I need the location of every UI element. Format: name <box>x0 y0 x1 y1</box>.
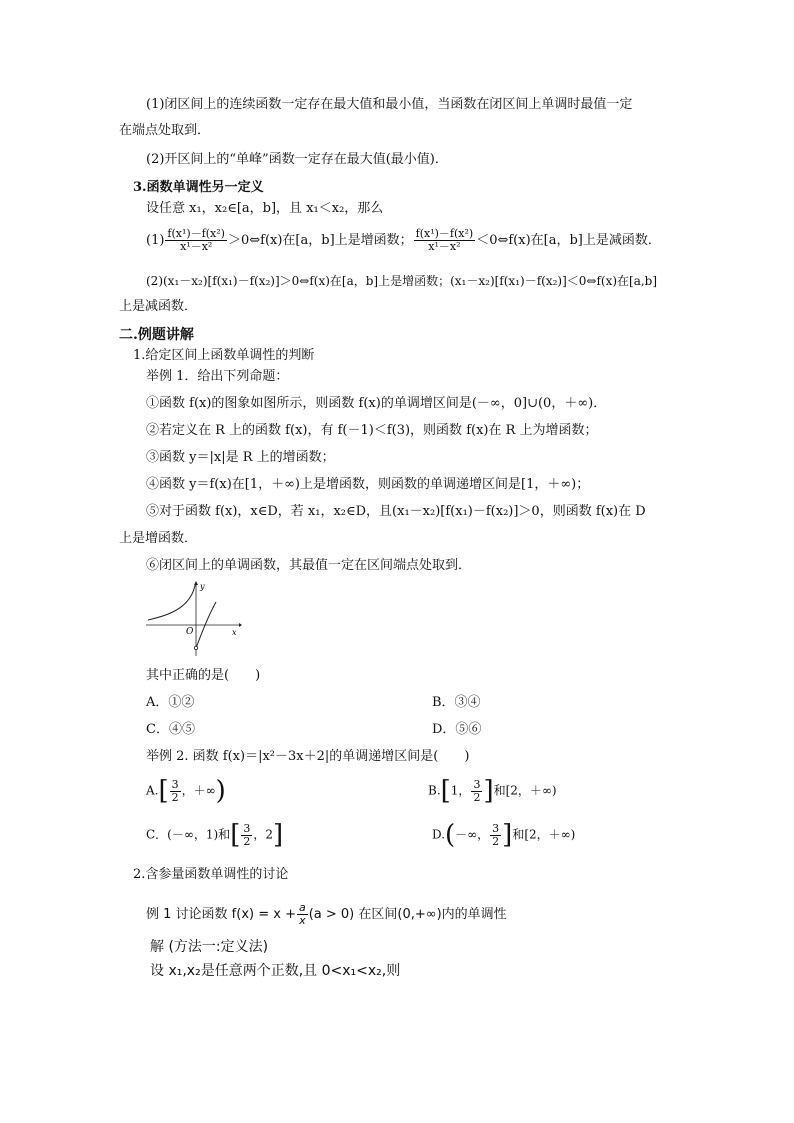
option-a-2: A.[ $\frac{3}{2}$ ，＋∞) <box>146 776 226 806</box>
option-d-2: D.(－∞， $\frac{3}{2}$ ]和[2，＋∞) <box>432 820 576 850</box>
proposition: ⑥闭区间上的单调函数，其最值一定在区间端点处取到． <box>146 558 472 573</box>
option-c-2: C．(－∞，1)和[ $\frac{3}{2}$ ，2] <box>146 820 284 850</box>
section-heading: 3.函数单调性另一定义 <box>133 180 264 195</box>
graph-x-label: x <box>232 628 237 637</box>
proposition: ①函数 f(x)的图象如图所示，则函数 f(x)的单调增区间是(－∞，0]∪(0，＋∞)． <box>146 396 607 411</box>
question-text: 其中正确的是( ) <box>146 668 261 683</box>
subsection-heading: 2.含参量函数单调性的讨论 <box>133 867 289 882</box>
example-problem: 例 1 讨论函数 f(x) = x + $\frac{a}{x}$ (a > 0) 在区间(0,+∞)内的单调性 <box>146 901 507 927</box>
proposition: ②若定义在 R 上的函数 f(x)，有 f(－1)＜f(3)，则函数 f(x)在 R 上为增函数； <box>146 423 598 438</box>
text-line: 举例 1．给出下列命题： <box>146 369 289 384</box>
text-line: 上是增函数． <box>119 531 198 546</box>
text-line: (2)(x₁－x₂)[f(x₁)－f(x₂)]＞0⇔f(x)在[a，b]上是增函数；(x₁－x₂)[f(x₁)－f(x₂)]＜0⇔f(x)在[a,b] <box>146 274 658 288</box>
graph-y-label: y <box>200 582 205 591</box>
question-text: 举例 2. 函数 f(x)＝|x²－3x＋2|的单调递增区间是( ) <box>146 749 470 764</box>
text-line: 设 x₁,x₂是任意两个正数,且 0<x₁<x₂,则 <box>150 963 401 979</box>
function-graph <box>146 580 242 656</box>
proposition: ⑤对于函数 f(x)，x∈D，若 x₁，x₂∈D，且(x₁－x₂)[f(x₁)－f(x₂)]＞0，则函数 f(x)在 D <box>146 504 646 519</box>
option-b: B．③④ <box>432 695 481 710</box>
solution-heading: 解 (方法一:定义法) <box>150 939 269 955</box>
proposition: ④函数 y＝f(x)在[1，＋∞)上是增函数，则函数的单调递增区间是[1，＋∞)； <box>146 477 590 492</box>
proposition: ③函数 y＝|x|是 R 上的增函数； <box>146 450 335 465</box>
fraction: $\frac{\text{f(x¹)－f(x²)}}{\text{x¹－x²}}$ <box>167 227 225 253</box>
text-line: 上是减函数． <box>119 299 198 314</box>
option-d: D．⑤⑥ <box>432 722 482 737</box>
text-line: (1)闭区间上的连续函数一定存在最大值和最小值，当函数在闭区间上单调时最值一定 <box>146 97 633 112</box>
option-c: C．④⑤ <box>146 722 195 737</box>
graph-origin-label: O <box>186 627 194 637</box>
text-line: (2)开区间上的“单峰”函数一定存在最大值(最小值)． <box>146 152 448 167</box>
fraction: $\frac{\text{f(x¹)－f(x²)}}{\text{x¹－x²}}$ <box>415 227 474 253</box>
text-line: 在端点处取到． <box>119 123 211 138</box>
section-heading: 二.例题讲解 <box>119 327 194 343</box>
text-line: 设任意 x₁，x₂∈[a，b]，且 x₁＜x₂，那么 <box>146 201 384 216</box>
subsection-heading: 1.给定区间上函数单调性的判断 <box>133 348 315 363</box>
option-a: A．①② <box>146 695 195 710</box>
option-b-2: B.[1， $\frac{3}{2}$ ]和[2，＋∞) <box>428 776 557 806</box>
definition-line-1: (1) $\frac{\text{f(x¹)－f(x²)}}{\text{x¹－x²}}$ ＞0⇔f(x)在[a，b]上是增函数； $\frac{\text{f(x¹)－f(x²)}}{\text{x¹－x²}}$ ＜0⇔f(x)在[a，b]上是减函数． <box>146 227 661 253</box>
